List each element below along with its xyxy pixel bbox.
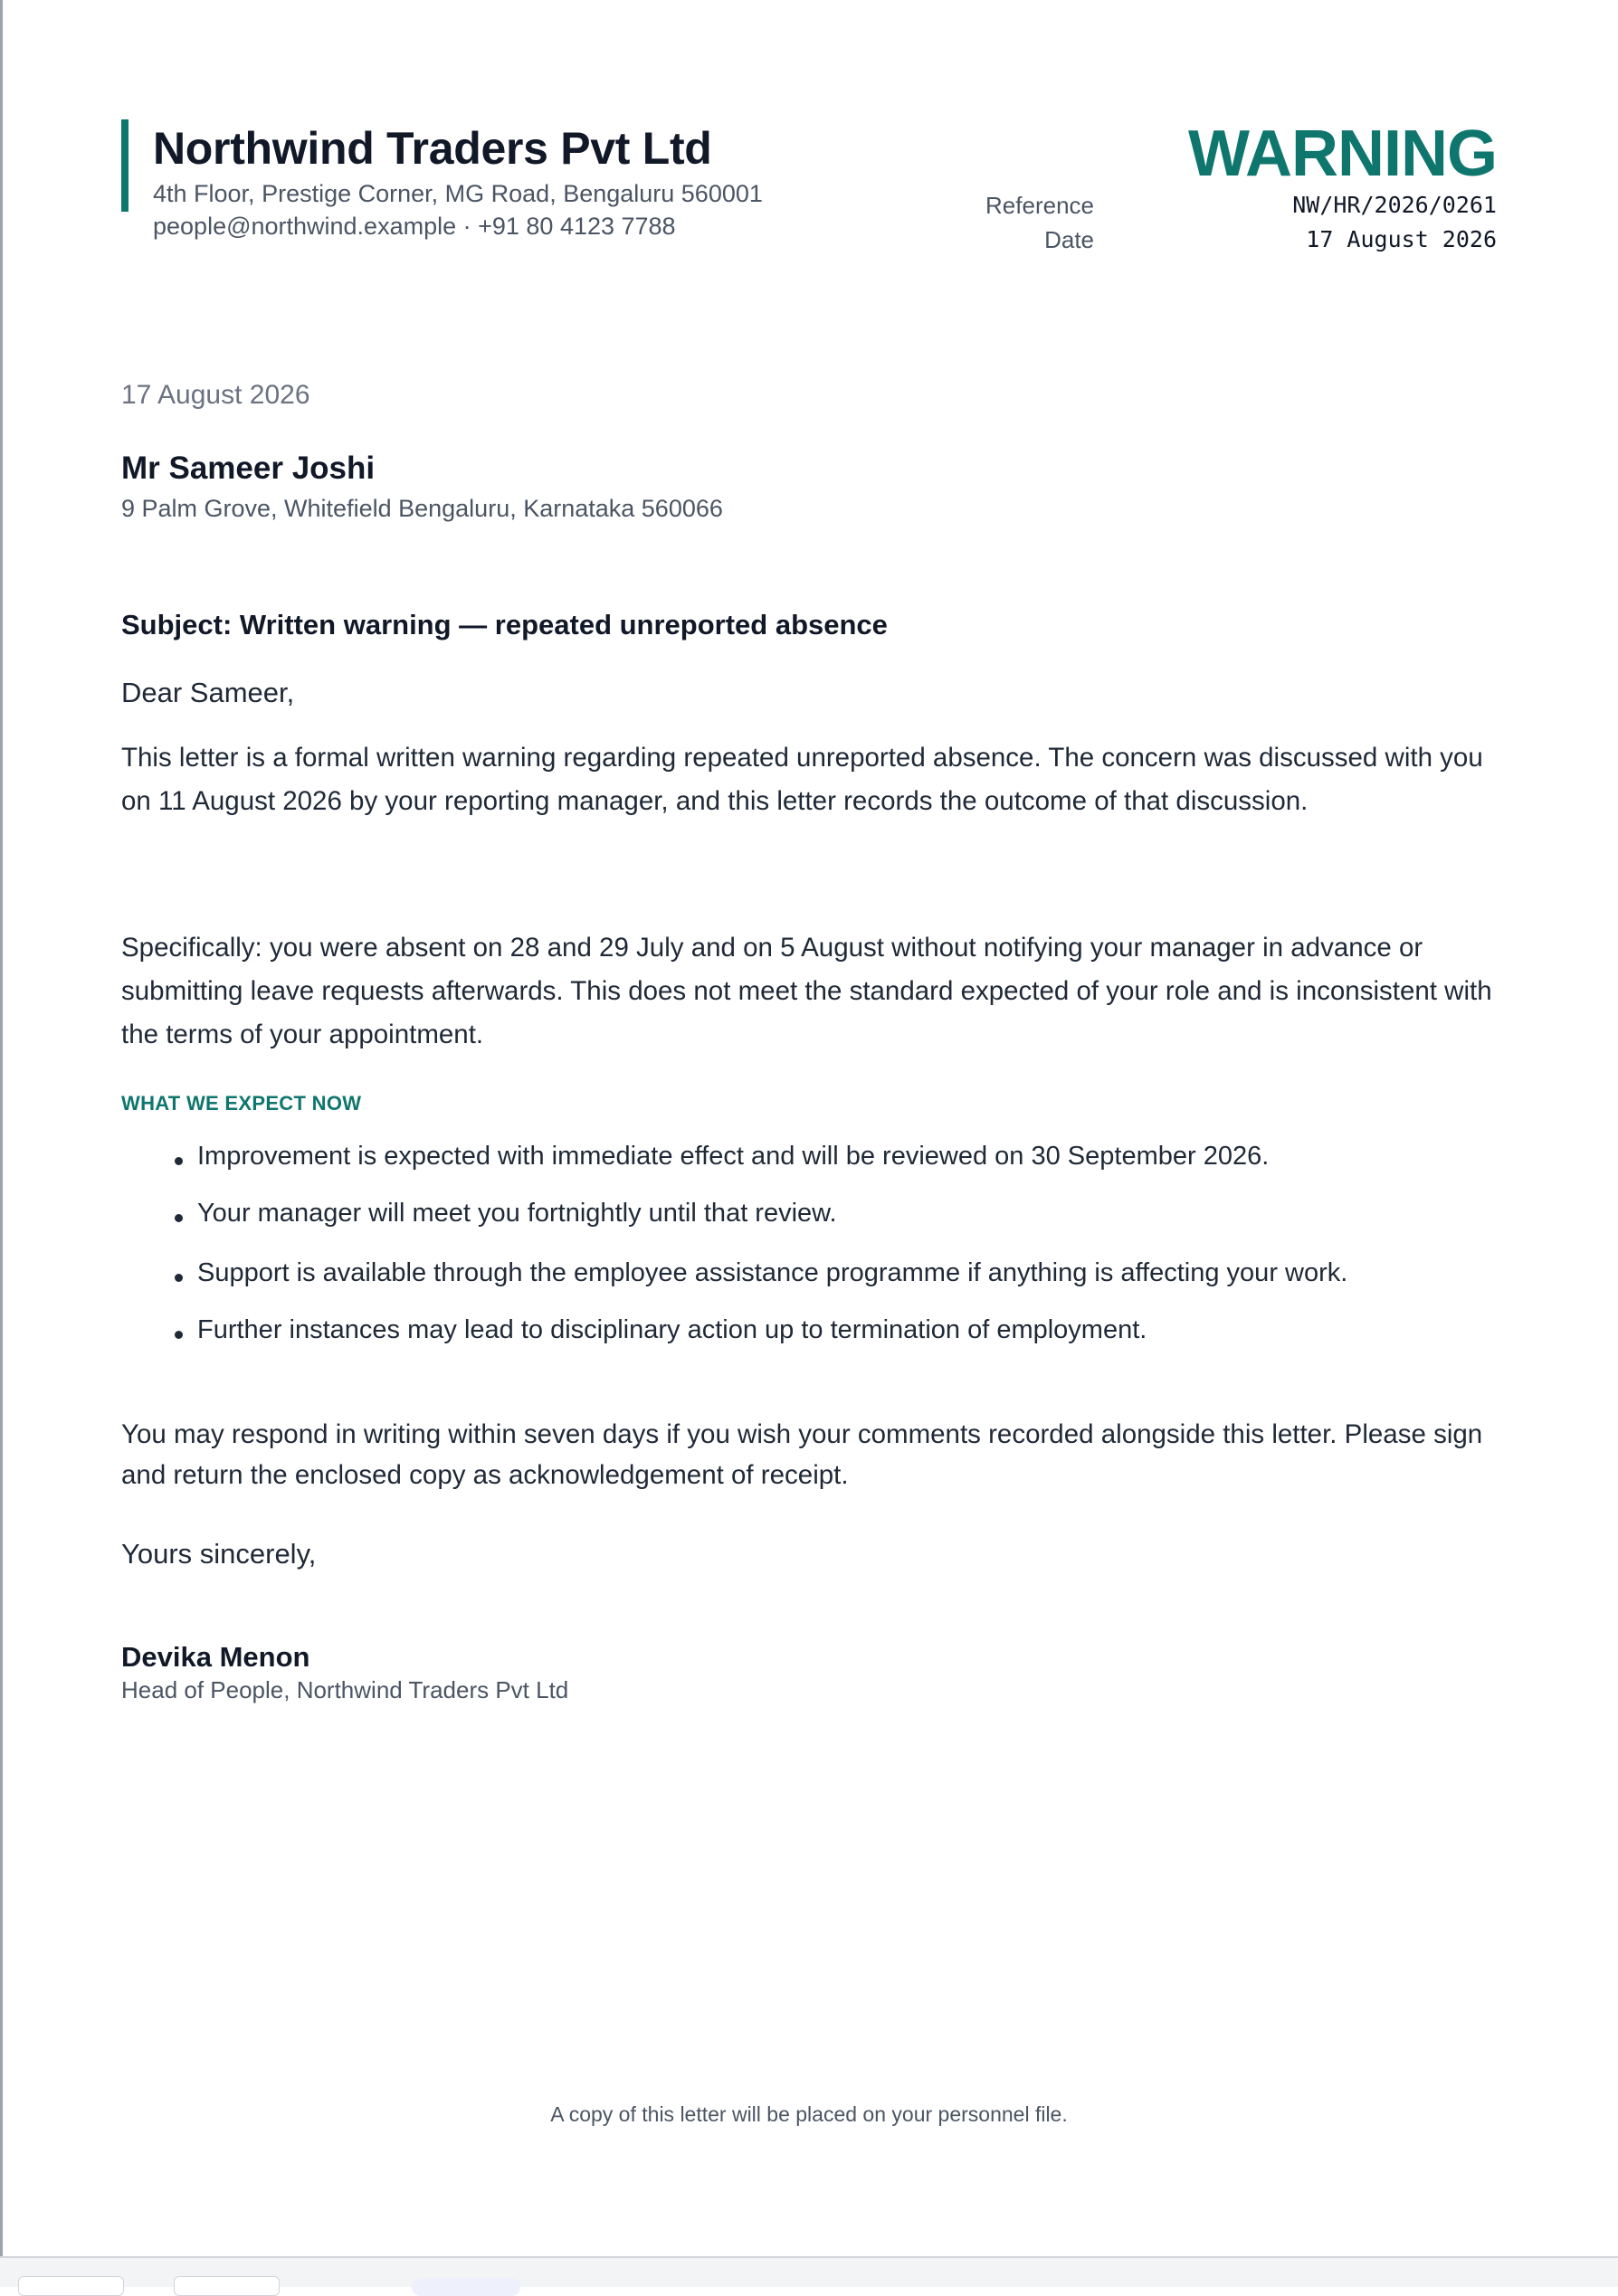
paragraph-intro: This letter is a formal written warning regarding repeated unreported absence. The concern was discussed with you on 11 August 2026 by your reporting manager, and this letter records the outcome of that discussion. (121, 743, 1483, 816)
list-item: Improvement is expected with immediate effect and will be reviewed on 30 September 2026. (197, 1142, 1270, 1171)
recipient-block (121, 448, 723, 527)
date-row (931, 223, 1497, 257)
reference-label: Reference (985, 192, 1094, 219)
company-contact: people@northwind.example · +91 80 4123 7788 (153, 213, 676, 240)
date-value: 17 August 2026 (1306, 226, 1497, 252)
recipient-name: Mr Sameer Joshi (121, 451, 376, 486)
footer-note: A copy of this letter will be placed on your personnel file. (550, 2102, 1068, 2126)
company-name: Northwind Traders Pvt Ltd (153, 123, 712, 174)
date-label: Date (1044, 226, 1094, 253)
viewer-bottom-bar (0, 2256, 1618, 2287)
bottom-pill[interactable] (412, 2278, 520, 2296)
document-type-title: WARNING (1188, 118, 1497, 190)
reference-row (931, 188, 1497, 223)
paragraph-response: You may respond in writing within seven days if you wish your comments recorded alongside this letter. Please sign and return the enclosed copy as acknowledgement of receipt. (121, 1419, 1483, 1490)
paragraph-specifics: Specifically: you were absent on 28 and 29 July and on 5 August without notifying your manager in advance or submitting leave requests afterwards. This does not meet the standard expected of your role and is inconsistent with the terms of your appointment. (121, 933, 1492, 1049)
reference-value: NW/HR/2026/0261 (1292, 192, 1497, 218)
signer-name: Devika Menon (121, 1641, 310, 1673)
letter-date: 17 August 2026 (121, 380, 310, 410)
company-address: 4th Floor, Prestige Corner, MG Road, Bengaluru 560001 (153, 180, 763, 207)
letterhead (121, 119, 763, 242)
closing: Yours sincerely, (121, 1538, 317, 1570)
viewer-left-edge (0, 0, 3, 2256)
list-item: Support is available through the employee assistance programme if anything is affecting your work. (197, 1258, 1348, 1287)
letterhead-accent-bar (121, 119, 128, 212)
bottom-tab[interactable] (174, 2276, 280, 2296)
letter-subject: Subject: Written warning — repeated unreported absence (121, 609, 888, 640)
list-item: Your manager will meet you fortnightly until that review. (197, 1199, 837, 1228)
salutation: Dear Sameer, (121, 677, 295, 708)
expectations-heading: WHAT WE EXPECT NOW (121, 1092, 362, 1115)
bottom-tab[interactable] (18, 2276, 124, 2296)
signer-title: Head of People, Northwind Traders Pvt Ltd (121, 1676, 569, 1703)
list-item: Further instances may lead to disciplinary action up to termination of employment. (197, 1315, 1147, 1344)
document-meta (931, 119, 1497, 257)
recipient-address: 9 Palm Grove, Whitefield Bengaluru, Karnataka 560066 (121, 495, 723, 522)
